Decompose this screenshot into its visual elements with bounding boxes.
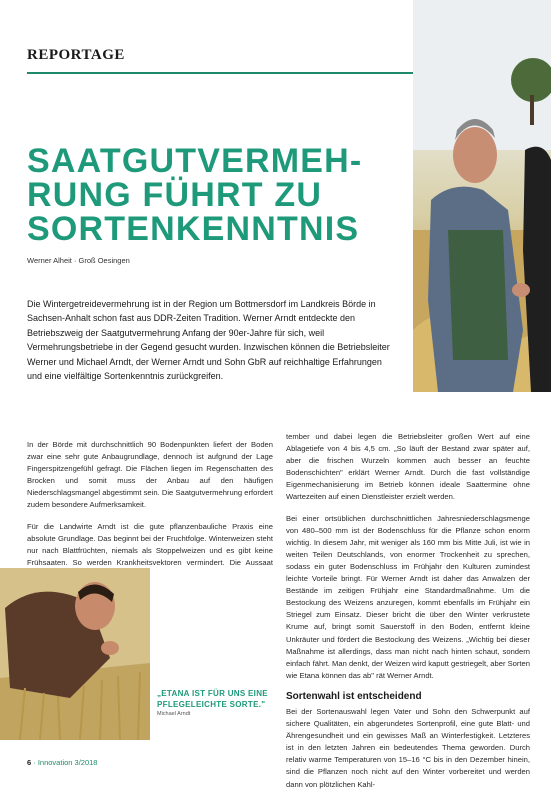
headline-line-1: SAATGUTVERMEH- [27, 142, 363, 180]
col2-paragraph: tember und dabei legen die Betriebsleiter großen Wert auf eine Ablagetiefe von 4 bis 4,5 cm. „So läuft der Bestand zwar später auf, aber die frischen Wurzeln kommen auch besser an feuchte Bodenschichten" erklärt Werner Arndt. Durch die fast vollständige Eigenmechanisierung im Betrieb können ideale Saattermine ohne Wartezeiten auf einen Dienstleister erzielt werden. [286, 432, 530, 502]
column-2 [286, 431, 530, 800]
section-label: REPORTAGE [27, 47, 125, 63]
col2-paragraph: Bei einer ortsüblichen durchschnittlichen Jahresniederschlagsmenge von 480–500 mm ist der Bodenschluss für die Pflanze schon enorm wichtig. In diesem Jahr, mit weniger als 160 mm bis Mitte Juli, ist wie in weiten Teilen Deutschlands, von enormer Trockenheit zu sprechen, sodass ein guter Bodenschluss im Frühjahr den Kulturen zumindest leichte Vorteile bringt. Für Werner Arndt ist daher das Anwalzen der Bestände im zeitigen Frühjahr eine Standardmaßnahme. Um die Bestockung des Weizens anzuregen, kommt ebenfalls im Frühjahr ein Striegel zum Einsatz. Dieser bricht die über den Winter verkrustete Krume auf, bringt somit Sauerstoff in den Boden, entfernt kleine Unkräuter und fördert die Bestockung des Weizens. „Wichtig bei dieser Maßnahme ist allerdings, dass man nicht nach hinten schaut, sondern einfach fährt. Man denkt, der Weizen wird kaputt gestriegelt, aber Sorten wie Etana können das ab" rät Werner Arndt. [286, 513, 530, 680]
farmers-photo [413, 0, 551, 392]
headline-line-2: RUNG FÜHRT ZU [27, 176, 323, 214]
page-number: 6 [27, 758, 32, 767]
headline-line-3: SORTENKENNTNIS [27, 210, 360, 248]
magazine-issue: · Innovation 3/2018 [31, 758, 98, 767]
headline [27, 144, 407, 246]
lead-paragraph: Die Wintergetreidevermehrung ist in der Region um Bottmersdorf im Landkreis Börde in Sachsen-Anhalt schon fast aus DDR-Zeiten Tradition. Werner Arndt entdeckte den Betriebszweig der Saatgutvermehrung Anfang der 90er-Jahre für sich, weil Vermehrungsbetriebe in der Gegend gesucht wurden. Inzwischen können die Betriebsleiter Werner und Michael Arndt, der Werner Arndt und Sohn GbR auf reichhaltige Erfahrungen und eine vielfältige Sortenkenntnis zurückgreifen. [27, 299, 390, 382]
col1-paragraph: Für die Landwirte Arndt ist die gute pflanzenbauliche Praxis eine absolute Grundlage. Das beginnt bei der Fruchtfolge. Winterweizen steht nur nach Blattfrüchten, niemals als Stoppelweizen und es gibt keine Frühsaaten. So werden Krankheitsvektoren vermindert. Die Aussaat [27, 521, 273, 567]
farmer-illustration [0, 568, 150, 740]
col2-paragraph: Bei der Sortenauswahl legen Vater und Sohn den Schwerpunkt auf sichere Qualitäten, ein abgerundetes Sortenprofil, eine gute Blatt- und Ährengesundheit und ein gewisses Maß an Winterfestigkeit. Letzteres ist in den letzten Jahren ein bedeutendes Thema geworden. Durch relativ warme Temperaturen von 15–16 °C bis in den Dezember hinein, sind die Pflanzen noch nicht auf den Winter vorbereitet und werden dann von plötzlichen Kahl- [286, 706, 530, 789]
farmer-inspecting-wheat-photo [0, 568, 150, 740]
page-footer [27, 758, 97, 767]
farmers-illustration [413, 0, 551, 392]
section-rule [27, 72, 413, 74]
subheading: Sortenwahl ist entscheidend [286, 690, 422, 702]
byline: Werner Alheit · Groß Oesingen [27, 256, 130, 265]
pull-quote: „ETANA IST FÜR UNS EINE PFLEGELEICHTE SORTE." [157, 689, 268, 709]
col1-paragraph: In der Börde mit durchschnittlich 90 Bodenpunkten liefert der Boden zwar eine sehr gute Anbaugrundlage, dennoch ist aufgrund der Lage Fingerspitzengefühl gefragt. Die Flächen liegen im Regenschatten des Brocken und somit muss der Anbau auf den häufigen Niederschlagsmangel abgestimmt sein. Die Saatgutvermehrung erfordert zudem besondere Aufmerksamkeit. [27, 440, 273, 510]
quote-author: Michael Arndt [157, 711, 191, 717]
